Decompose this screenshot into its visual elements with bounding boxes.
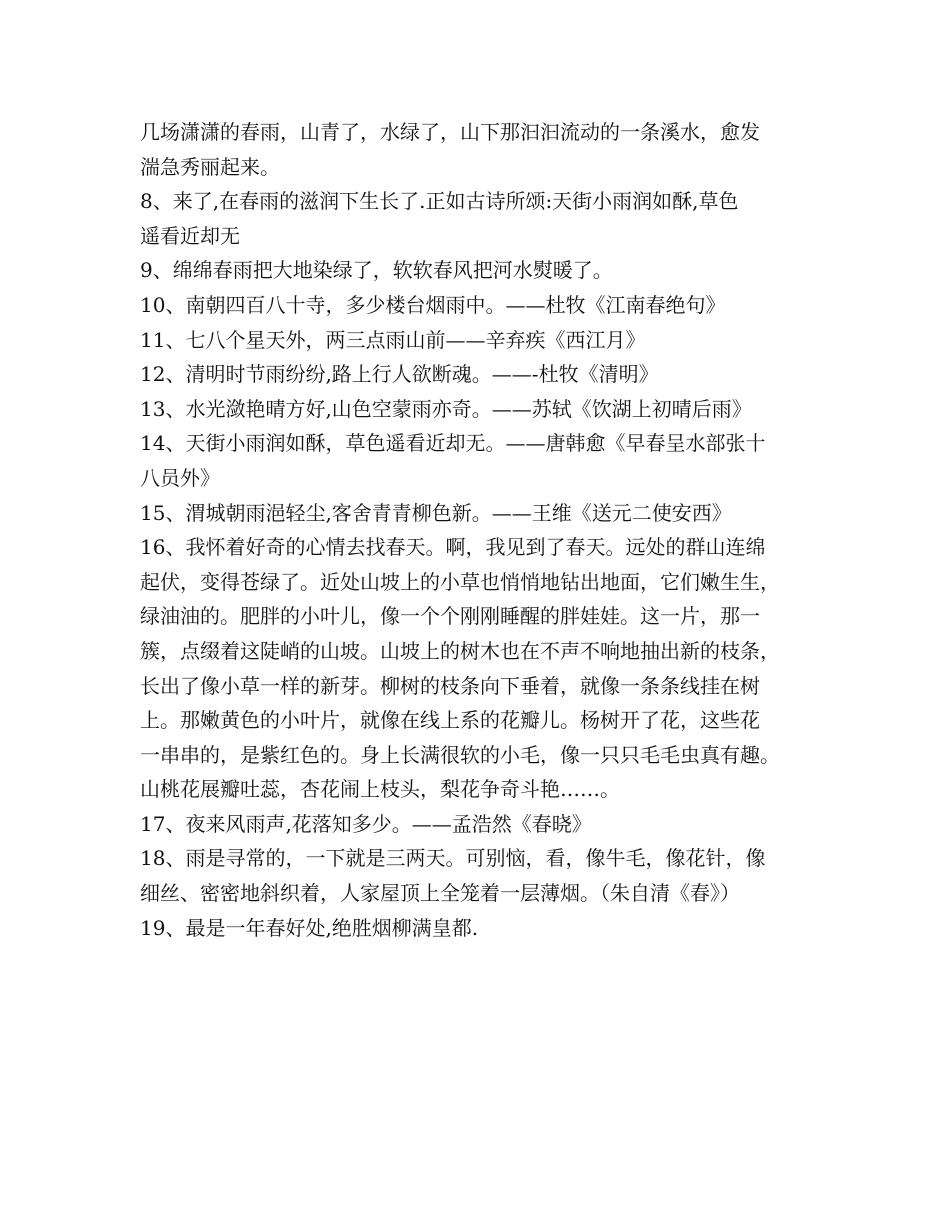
text-line: 13、水光潋艳晴方好,山色空蒙雨亦奇。——苏轼《饮湖上初晴后雨》: [140, 396, 752, 421]
text-line: 9、绵绵春雨把大地染绿了，软软春风把河水熨暖了。: [140, 258, 613, 283]
text-line: 16、我怀着好奇的心情去找春天。啊，我见到了春天。远处的群山连绵: [140, 535, 766, 560]
text-line: 15、渭城朝雨浥轻尘,客舍青青柳色新。——王维《送元二使安西》: [140, 500, 732, 525]
text-line: 湍急秀丽起来。: [140, 154, 280, 179]
text-line: 12、清明时节雨纷纷,路上行人欲断魂。——-杜牧《清明》: [140, 362, 659, 387]
text-line: 八员外》: [140, 465, 220, 490]
text-line: 簇，点缀着这陡峭的山坡。山坡上的树木也在不声不响地抽出新的枝条，: [140, 638, 780, 663]
text-line: 8、来了,在春雨的滋润下生长了.正如古诗所颂:天街小雨润如酥,草色: [140, 189, 739, 214]
text-line: 几场潇潇的春雨，山青了，水绿了，山下那汩汩流动的一条溪水，愈发: [140, 120, 760, 144]
text-line: 18、雨是寻常的，一下就是三两天。可别恼，看，像牛毛，像花针，像: [140, 846, 766, 871]
text-line: 遥看近却无: [140, 223, 240, 248]
text-line: 10、南朝四百八十寺，多少楼台烟雨中。——杜牧《江南春绝句》: [140, 292, 726, 317]
text-line: 绿油油的。肥胖的小叶儿，像一个个刚刚睡醒的胖娃娃。这一片，那一: [140, 604, 760, 629]
text-line: 细丝、密密地斜织着，人家屋顶上全笼着一层薄烟。（朱自清《春》）: [140, 881, 740, 906]
text-line: 山桃花展瓣吐蕊，杏花闹上枝头，梨花争奇斗艳……。: [140, 777, 620, 802]
text-line: 一串串的，是紫红色的。身上长满很软的小毛，像一只只毛毛虫真有趣。: [140, 742, 780, 767]
text-line: 长出了像小草一样的新芽。柳树的枝条向下垂着，就像一条条线挂在树: [140, 673, 760, 698]
text-line: 17、夜来风雨声,花落知多少。——孟浩然《春晓》: [140, 811, 592, 836]
text-line: 起伏，变得苍绿了。近处山坡上的小草也悄悄地钻出地面，它们嫩生生，: [140, 569, 780, 594]
text-line: 上。那嫩黄色的小叶片，就像在线上系的花瓣儿。杨树开了花，这些花: [140, 708, 760, 733]
text-line: 19、最是一年春好处,绝胜烟柳满皇都.: [140, 915, 479, 940]
text-line: 14、天街小雨润如酥，草色遥看近却无。——唐韩愈《早春呈水部张十: [140, 431, 766, 456]
document-body: [140, 115, 830, 945]
text-line: 11、七八个星天外，两三点雨山前——辛弃疾《西江月》: [140, 327, 646, 352]
